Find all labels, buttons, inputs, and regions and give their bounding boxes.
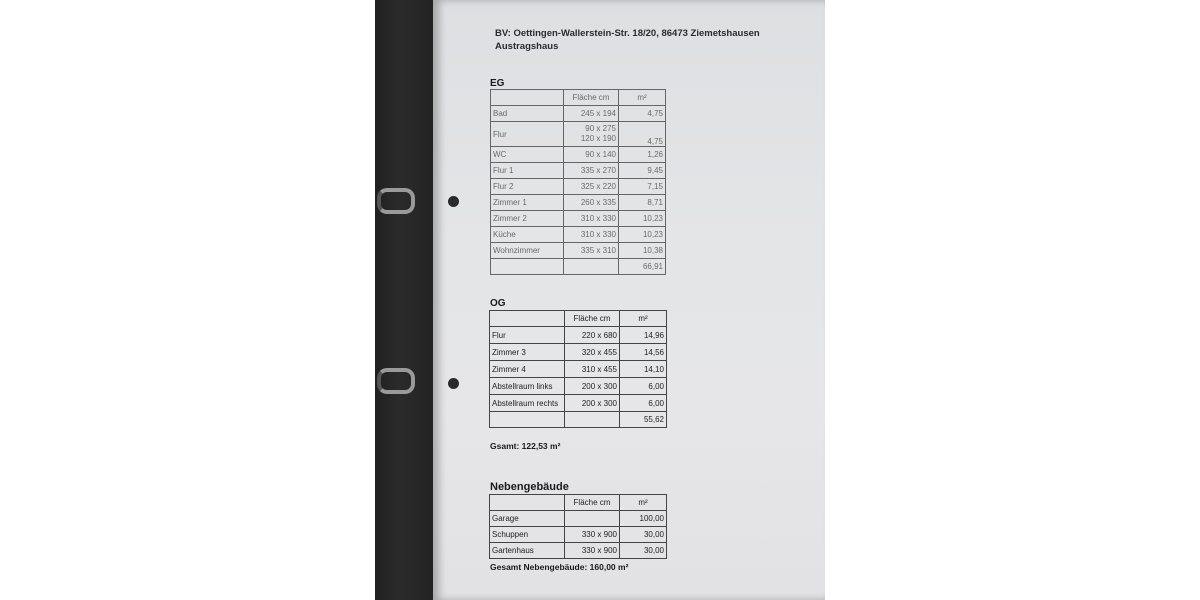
sum-empty bbox=[491, 259, 564, 275]
room-m2: 14,10 bbox=[620, 361, 667, 378]
room-size: 90 x 140 bbox=[564, 147, 619, 163]
room-m2: 30,00 bbox=[620, 527, 667, 543]
table-header-area: Fläche cm bbox=[565, 311, 620, 327]
table-header-m2: m² bbox=[619, 90, 666, 106]
binder-cover bbox=[375, 0, 435, 600]
table-sum-row bbox=[490, 412, 667, 428]
table-header-m2: m² bbox=[620, 311, 667, 327]
room-m2: 10,23 bbox=[619, 227, 666, 243]
punch-hole bbox=[448, 378, 459, 389]
table-row bbox=[490, 527, 667, 543]
table-row bbox=[490, 511, 667, 527]
room-m2: 100,00 bbox=[620, 511, 667, 527]
table-row bbox=[490, 344, 667, 361]
room-size: 310 x 330 bbox=[564, 211, 619, 227]
room-name: Küche bbox=[491, 227, 564, 243]
room-name: Zimmer 3 bbox=[490, 344, 565, 361]
table-row bbox=[491, 211, 666, 227]
section-title-nebengebaeude: Nebengebäude bbox=[490, 481, 569, 493]
table-header-empty bbox=[491, 90, 564, 106]
room-size: 310 x 455 bbox=[565, 361, 620, 378]
nebengebaeude-table bbox=[489, 494, 667, 559]
room-size: 245 x 194 bbox=[564, 106, 619, 122]
room-size: 335 x 310 bbox=[564, 243, 619, 259]
room-m2: 30,00 bbox=[620, 543, 667, 559]
room-m2: 6,00 bbox=[620, 395, 667, 412]
room-name: Zimmer 4 bbox=[490, 361, 565, 378]
binder-ring bbox=[377, 188, 415, 214]
table-row bbox=[491, 147, 666, 163]
room-name: Wohnzimmer bbox=[491, 243, 564, 259]
table-row bbox=[491, 106, 666, 122]
section-title-eg: EG bbox=[490, 78, 505, 89]
room-m2: 10,38 bbox=[619, 243, 666, 259]
table-sum-row bbox=[491, 259, 666, 275]
table-header-m2: m² bbox=[620, 495, 667, 511]
room-name: Flur 2 bbox=[491, 179, 564, 195]
room-size: 200 x 300 bbox=[565, 378, 620, 395]
room-size: 330 x 900 bbox=[565, 527, 620, 543]
eg-sum: 66,91 bbox=[619, 259, 666, 275]
room-size: 320 x 455 bbox=[565, 344, 620, 361]
sum-empty bbox=[565, 412, 620, 428]
table-row bbox=[491, 122, 666, 147]
room-size: 200 x 300 bbox=[565, 395, 620, 412]
header-subtitle: Austragshaus bbox=[495, 41, 559, 52]
table-row bbox=[491, 195, 666, 211]
room-name: Abstellraum links bbox=[490, 378, 565, 395]
table-header-empty bbox=[490, 311, 565, 327]
section-title-og: OG bbox=[490, 298, 506, 309]
room-m2: 4,75 bbox=[619, 122, 666, 147]
binder-ring bbox=[377, 368, 415, 394]
room-name: Flur 1 bbox=[491, 163, 564, 179]
paper-sheet bbox=[433, 0, 825, 600]
room-size: 330 x 900 bbox=[565, 543, 620, 559]
room-m2: 14,56 bbox=[620, 344, 667, 361]
og-sum: 55,62 bbox=[620, 412, 667, 428]
room-name: Zimmer 1 bbox=[491, 195, 564, 211]
room-name: Flur bbox=[490, 327, 565, 344]
document-photo bbox=[375, 0, 825, 600]
table-row bbox=[490, 361, 667, 378]
room-name: Bad bbox=[491, 106, 564, 122]
total-living-area: Gsamt: 122,53 m² bbox=[490, 441, 561, 451]
table-header-empty bbox=[490, 495, 565, 511]
room-name: WC bbox=[491, 147, 564, 163]
header-address: BV: Oettingen-Wallerstein-Str. 18/20, 86473 Ziemetshausen bbox=[495, 28, 760, 39]
table-row bbox=[490, 378, 667, 395]
og-table bbox=[489, 310, 667, 428]
room-size bbox=[564, 122, 619, 147]
room-name: Schuppen bbox=[490, 527, 565, 543]
room-size: 335 x 270 bbox=[564, 163, 619, 179]
table-row bbox=[491, 243, 666, 259]
room-m2: 7,15 bbox=[619, 179, 666, 195]
room-size-line: 120 x 190 bbox=[580, 134, 616, 143]
room-name: Garage bbox=[490, 511, 565, 527]
table-row bbox=[490, 327, 667, 344]
room-name: Zimmer 2 bbox=[491, 211, 564, 227]
room-size: 220 x 680 bbox=[565, 327, 620, 344]
eg-table bbox=[490, 89, 666, 275]
table-row bbox=[490, 395, 667, 412]
room-size bbox=[565, 511, 620, 527]
table-row bbox=[491, 163, 666, 179]
table-header-area: Fläche cm bbox=[564, 90, 619, 106]
room-name: Gartenhaus bbox=[490, 543, 565, 559]
room-m2: 10,23 bbox=[619, 211, 666, 227]
room-size: 260 x 335 bbox=[564, 195, 619, 211]
room-size-line: 90 x 275 bbox=[585, 124, 616, 133]
room-name: Flur bbox=[491, 122, 564, 147]
table-header-area: Fläche cm bbox=[565, 495, 620, 511]
sum-empty bbox=[490, 412, 565, 428]
table-row bbox=[491, 179, 666, 195]
room-m2: 8,71 bbox=[619, 195, 666, 211]
room-size: 310 x 330 bbox=[564, 227, 619, 243]
room-m2: 9,45 bbox=[619, 163, 666, 179]
room-name: Abstellraum rechts bbox=[490, 395, 565, 412]
sum-empty bbox=[564, 259, 619, 275]
room-size: 325 x 220 bbox=[564, 179, 619, 195]
punch-hole bbox=[448, 196, 459, 207]
room-m2: 4,75 bbox=[619, 106, 666, 122]
table-row bbox=[491, 227, 666, 243]
room-m2: 6,00 bbox=[620, 378, 667, 395]
room-m2: 1,26 bbox=[619, 147, 666, 163]
total-outbuildings: Gesamt Nebengebäude: 160,00 m² bbox=[490, 562, 629, 572]
table-row bbox=[490, 543, 667, 559]
room-m2: 14,96 bbox=[620, 327, 667, 344]
